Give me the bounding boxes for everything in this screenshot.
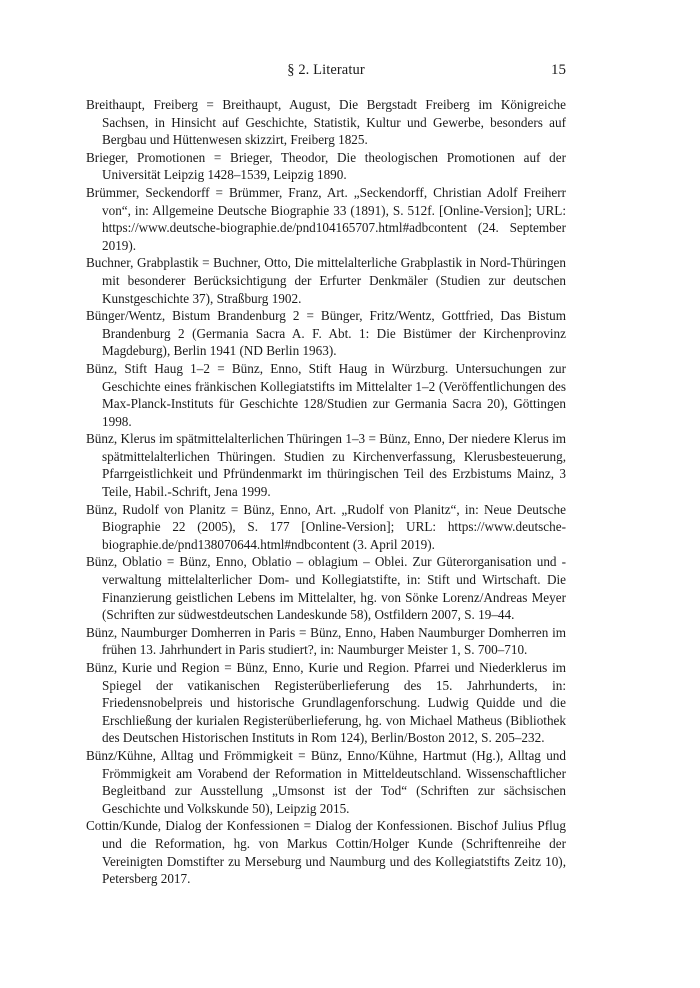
bibliography-entry: Bünz, Kurie und Region = Bünz, Enno, Kurie und Region. Pfarrei und Niederklerus im Spiegel der vatikanischen Registerüberlieferung des 15. Jahrhunderts, in: Friedensnobelpreis und historische Grundlagenforschung. Ludwig Quidde und die Erschließung der kurialen Registerüberlieferung, hg. von Michael Matheus (Bibliothek des Deutschen Historischen Instituts in Rom 124), Berlin/Boston 2012, S. 205–232. [86,660,566,746]
bibliography-entry: Brümmer, Seckendorff = Brümmer, Franz, Art. „Seckendorff, Christian Adolf Freiherr von“, in: Allgemeine Deutsche Biographie 33 (1891), S. 512f. [Online-Version]; URL: https://www.deutsche-biographie.de/pnd104165707.html#adbcontent (24. September 2019). [86,184,566,253]
bibliography-entry: Bünz, Naumburger Domherren in Paris = Bünz, Enno, Haben Naumburger Domherren im frühen 13. Jahrhundert in Paris studiert?, in: Naumburger Meister 1, S. 700–710. [86,624,566,658]
bibliography-entry: Bünz, Rudolf von Planitz = Bünz, Enno, Art. „Rudolf von Planitz“, in: Neue Deutsche Biographie 22 (2005), S. 177 [Online-Version]; URL: https://www.deutsche-biographie.de/pnd138070644.html#ndbcontent (3. April 2019). [86,501,566,552]
bibliography-entry: Bünz, Klerus im spätmittelalterlichen Thüringen 1–3 = Bünz, Enno, Der niedere Klerus im spätmittelalterlichen Thüringen. Studien zu Kirchenverfassung, Klerusbesteuerung, Pfarrgeistlichkeit und Pfründenmarkt im thüringischen Teil des Erzbistums Mainz, 3 Teile, Habil.-Schrift, Jena 1999. [86,431,566,500]
bibliography-entry: Cottin/Kunde, Dialog der Konfessionen = Dialog der Konfessionen. Bischof Julius Pflug und die Reformation, hg. von Markus Cottin/Holger Kunde (Schriftenreihe der Vereinigten Domstifter zu Merseburg und Naumburg und des Kollegiatstifts Zeitz 10), Petersberg 2017. [86,818,566,887]
bibliography-entry: Bünz/Kühne, Alltag und Frömmigkeit = Bünz, Enno/Kühne, Hartmut (Hg.), Alltag und Frömmigkeit am Vorabend der Reformation in Mitteldeutschland. Wissenschaftlicher Begleitband zur Ausstellung „Umsonst ist der Tod“ (Schriften zur sächsischen Geschichte und Volkskunde 50), Leipzig 2015. [86,747,566,816]
bibliography-entry: Bünz, Stift Haug 1–2 = Bünz, Enno, Stift Haug in Würzburg. Untersuchungen zur Geschichte eines fränkischen Kollegiatstifts im Mittelalter 1–2 (Veröffentlichungen des Max-Planck-Instituts für Geschichte 128/Studien zur Germania Sacra 20), Göttingen 1998. [86,360,566,429]
bibliography-list [86,96,566,888]
bibliography-entry: Buchner, Grabplastik = Buchner, Otto, Die mittelalterliche Grabplastik in Nord-Thüringen mit besonderer Berücksichtigung der Erfurter Denkmäler (Studien zur deutschen Kunstgeschichte 37), Straßburg 1902. [86,255,566,306]
bibliography-entry: Brieger, Promotionen = Brieger, Theodor, Die theologischen Promotionen auf der Universität Leipzig 1428–1539, Leipzig 1890. [86,149,566,183]
bibliography-entry: Bünz, Oblatio = Bünz, Enno, Oblatio – oblagium – Oblei. Zur Güterorganisation und -verwaltung mittelalterlicher Dom- und Kollegiatstifte, in: Stift und Wirtschaft. Die Finanzierung geistlichen Lebens im Mittelalter, hg. von Sönke Lorenz/Andreas Meyer (Schriften zur südwestdeutschen Landeskunde 58), Ostfildern 2007, S. 19–44. [86,554,566,623]
bibliography-entry: Bünger/Wentz, Bistum Brandenburg 2 = Bünger, Fritz/Wentz, Gottfried, Das Bistum Brandenburg 2 (Germania Sacra A. F. Abt. 1: Die Bistümer der Kirchenprovinz Magdeburg), Berlin 1941 (ND Berlin 1963). [86,308,566,359]
bibliography-entry: Breithaupt, Freiberg = Breithaupt, August, Die Bergstadt Freiberg im Königreiche Sachsen, in Hinsicht auf Geschichte, Statistik, Kultur und Gewerbe, besonders auf Bergbau und Hüttenwesen skizzirt, Freiberg 1825. [86,97,566,148]
running-head: § 2. Literatur [287,62,365,78]
page-header [86,62,566,86]
page-number: 15 [551,62,566,78]
